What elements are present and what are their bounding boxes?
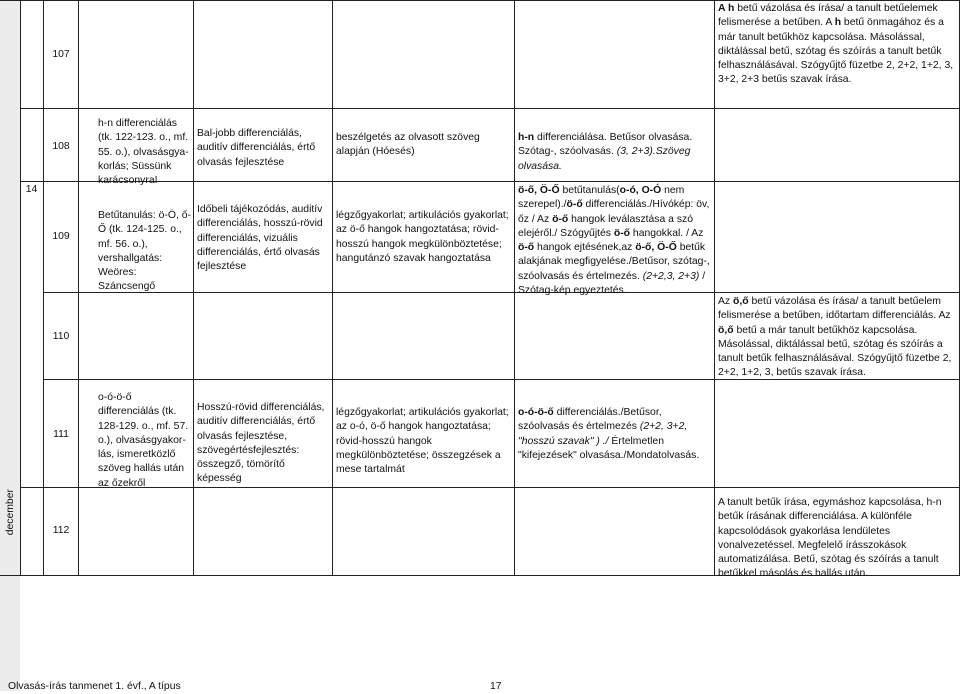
task-2-text: h-n differenciálása. Betűsor olvasása. Szótag-, szóolvasás. (3, 2+3).Szöveg olvasása. <box>518 132 693 172</box>
task-2-cell <box>718 2 956 106</box>
task-2-text: o-ó-ö-ő differenciálás./Betűsor, szóolvasás és értelmezés (2+2, 3+2, "hosszú szavak" ) ./ Értelmetlen "kifejezések" olvasása./Mondatolvasás. <box>518 407 700 461</box>
rule <box>20 108 960 109</box>
task-2-cell <box>718 295 956 379</box>
lesson-number: 108 <box>52 141 70 152</box>
rule <box>20 181 960 182</box>
competence-cell: Bal-jobb differenciálás, auditív differenciálás, értő olvasás fejlesztése <box>197 128 316 168</box>
competence-cell: Időbeli tájékozódás, auditív differenciálás, hosszú-rövid differenciálás, vizuális differenciálás, értő olvasás fejlesztése <box>197 204 323 273</box>
task-2-text: A tanult betűk írása, egymáshoz kapcsolása, h-n betűk írásának differenciálása. A különféle kapcsolódások gyakorlása lendületes vonalvezetéssel. Megfelelő írásszokások automatizálása. Betű, szótag és szóírás a tanult betűkkel másolás és hallás után. <box>718 497 942 580</box>
rule <box>714 0 715 575</box>
task-2-cell <box>518 406 712 470</box>
task-2-cell <box>518 131 712 172</box>
task-1-cell: légzőgyakorlat; artikulációs gyakorlat; az ö-ő hangok hangoztatása; rövid-hosszú hangok megkülönböztetése; hangutánzó szavak hangoztatása <box>336 210 509 264</box>
rule <box>78 0 79 575</box>
task-1-cell: beszélgetés az olvasott szöveg alapján (Hóesés) <box>336 132 480 158</box>
rule <box>20 0 21 575</box>
rule <box>332 0 333 575</box>
lesson-number: 107 <box>52 49 70 60</box>
task-2-text: ö-ő, Ö-Ő betűtanulás(o-ó, O-Ó nem szerepel)./ö-ő differenciálás./Hívókép: öv, őz / Az ö-ő hangok leválasztása a szó elejéről./ Szógyűjtés ö-ő hangokkal. / Az ö-ő hangok ejtésének,az ö-ő, Ö-Ő betűk alakjának megfigyelése./Betűsor, szótag-, szóolvasás és értelmezés. (2+2,3, 2+3) / Szótag-kép egyeztetés. <box>518 185 710 297</box>
page-number: 17 <box>490 681 502 692</box>
topic-cell: Betűtanulás: ö-Ö, ő-Ő (tk. 124-125. o., mf. 56. o.), vershallgatás: Weöres: Száncsengő <box>98 210 191 293</box>
task-1-cell: légzőgyakorlat; artikulációs gyakorlat; az o-ó, ö-ő hangok hangoztatása; rövid-hosszú hangok megkülönböztetése; összegzések a mese tartalmát <box>336 407 509 476</box>
lesson-number: 112 <box>52 525 70 536</box>
competence-cell: Hosszú-rövid differenciálás, auditív differenciálás, értő olvasás fejlesztése, szövegértésfejlesztés: összegző, tömörítő képesség <box>197 402 325 485</box>
footer-title: Olvasás-írás tanmenet 1. évf., A típus <box>8 681 181 692</box>
left-margin-shade <box>0 0 20 691</box>
rule <box>193 0 194 575</box>
lesson-number: 111 <box>53 429 69 440</box>
rule <box>20 487 960 488</box>
topic-cell: o-ó-ö-ő differenciálás (tk. 128-129. o., mf. 57. o.), olvasásgyakor-lás, ismeretközlő szöveg hallás után az őzekről <box>98 392 189 489</box>
task-2-text: Az ö,ő betű vázolása és írása/ a tanult betűelem felismerése a betűben, időtartam differenciálás. Az ö,ő betű a már tanult betűkhöz kapcsolása. Másolással, diktálással betű, szótag és szóírás a tanult betűk felhasználásával. Szógyűjtő füzetbe 2, 2+2, 1+2, 3, betűs szavak írása. <box>718 296 952 379</box>
week-number: 14 <box>25 184 38 195</box>
task-2-cell <box>518 184 712 297</box>
task-2-cell <box>718 496 956 580</box>
rule <box>0 0 960 1</box>
rule <box>514 0 515 575</box>
task-2-text: A h betű vázolása és írása/ a tanult betűelemek felismerése a betűben. A h betű önmagához és a már tanult betűkhöz kapcsolása. Másolással, diktálással betű, szótag és szóírás a tanult betűk felhasználásával. Szógyűjtő füzetbe 2, 2+2, 1+2, 3, 3+2, 2+3 betűs szavak írása. <box>718 3 954 86</box>
lesson-number: 110 <box>52 331 70 342</box>
month-label: december <box>4 489 16 536</box>
topic-cell: h-n differenciálás (tk. 122-123. o., mf. 55. o.), olvasásgya-korlás; Süssünk karácsonyra! <box>98 118 189 187</box>
lesson-number: 109 <box>52 231 70 242</box>
rule <box>43 0 44 575</box>
rule <box>43 292 960 293</box>
